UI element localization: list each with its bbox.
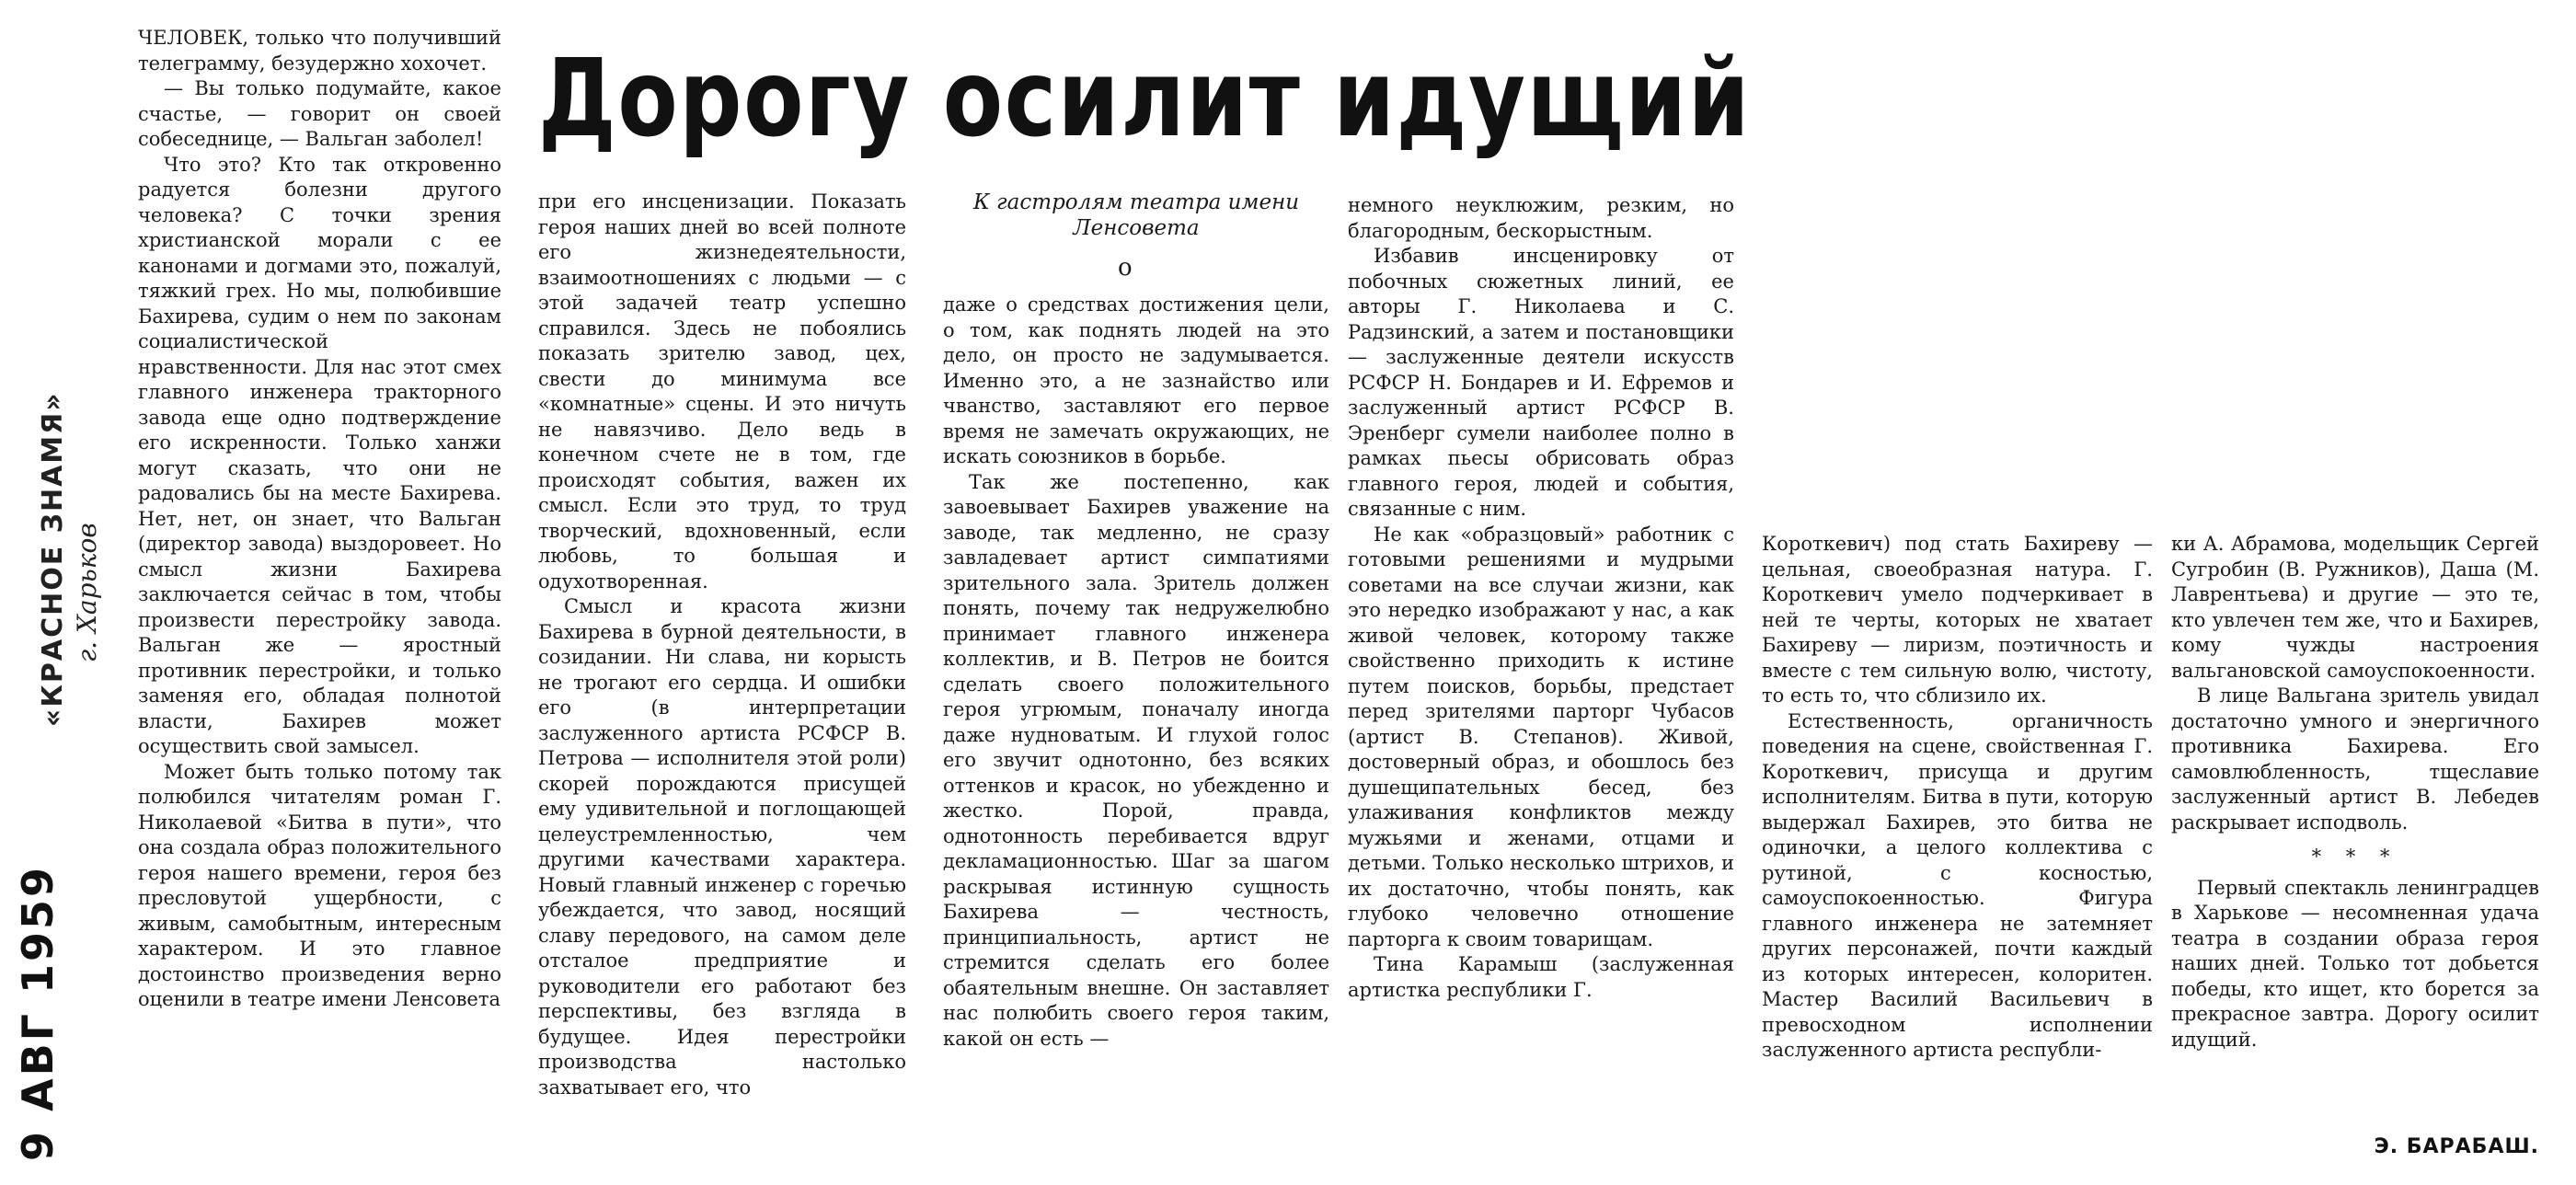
column-4 <box>1348 193 1734 1178</box>
column-1 <box>138 26 501 1178</box>
column-5 <box>1762 532 2153 1178</box>
ornament-circle: о <box>1118 254 1133 282</box>
column-2 <box>538 190 906 1178</box>
paragraph: даже о средствах достижения цели, о том, как поднять людей на это дело, он просто не задумывается. Именно это, а не зазнайство или чванство, заставляют его первое время не замечать окружающих, не искать союзников в борьбе. <box>943 293 1329 467</box>
column-3 <box>943 293 1329 1178</box>
paragraph: при его инсценизации. Показать героя наших дней во всей полноте его жизнедеятельности, взаимоотношениях с людьми — с этой задачей театр успешно справился. Здесь не побоялись показать зрителю завод, цех, свести до минимума все «комнатные» сцены. И это ничуть не навязчиво. Дело ведь в конечном счете не в том, где происходят события, важен их смысл. Если это труд, то труд творческий, вдохновенный, если любовь, то большая и одухотворенная. <box>538 190 906 592</box>
margin-stamps <box>0 0 129 1185</box>
paragraph: Так же постепенно, как завоевывает Бахирев уважение на заводе, так медленно, не сразу завладевает артист симпатиями зрительного зала. Зритель должен понять, почему так недружелюбно принимает главного инженера коллектив, и В. Петров не боится сделать своего положительного героя угрюмым, поначалу иногда даже нудноватым. И глухой голос его звучит однотонно, без всяких оттенков и красок, но убежденно и жестко. Порой, правда, однотонность перебивается вдруг декламационностью. Шаг за шагом раскрывая истинную сущность Бахирева — честность, принципиальность, артист не стремится сделать его более обаятельным внешне. Он заставляет нас полюбить своего героя таким, какой он есть — <box>943 470 1329 1050</box>
paragraph: Первый спектакль ленинградцев в Харькове — несомненная удача театра в создании образа героя наших дней. Только тот добьется победы, кто ищет, кто борется за прекрасное завтра. Дорогу осилит идущий. <box>2171 876 2539 1051</box>
author-signature: Э. БАРАБАШ. <box>2374 1135 2539 1158</box>
paragraph: Может быть только потому так полюбился читателям роман Г. Николаевой «Битва в пути», что она создала образ положительного героя нашего времени, героя без пресловутой ущербности, с живым, самобытным, интересным характером. И это главное достоинство произведения верно оценили в театре имени Ленсовета <box>138 760 501 1010</box>
paragraph: В лице Вальгана зритель увидал достаточно умного и энергичного противника Бахирева. Его самовлюбленность, тщеславие заслуженный артист В. Лебедев раскрывает исподволь. <box>2171 685 2539 834</box>
date-stamp: 9 АВГ 1959 <box>13 864 63 1161</box>
paragraph: Смысл и красота жизни Бахирева в бурной деятельности, в созидании. Ни слава, ни корысть не трогают его сердца. И ошибки его (в интерпретации заслуженного артиста РСФСР В. Петрова — исполнителя этой роли) скорей порождаются присущей ему удивительной и поглощающей целеустремленностью, чем другими качествами характера. Новый главный инженер с горечью убеждается, что завод, носящий славу передового, на самом деле отсталое предприятие и руководители его работают без перспективы, без взгляда в будущее. Идея перестройки производства настолько захватывает его, что <box>538 595 906 1099</box>
rubric: К гастролям театра имени Ленсовета <box>972 190 1300 240</box>
paragraph: Что это? Кто так откровенно радуется болезни другого человека? С точки зрения христианской морали с ее канонами и догмами это, пожалуй, тяжкий грех. Но мы, полюбившие Бахирева, судим о нем по законам социалистической нравственности. Для нас этот смех главного инженера тракторного завода еще одно подтверждение его искренности. Только ханжи могут сказать, что они не радовались бы на месте Бахирева. Нет, нет, он знает, что Вальган (директор завода) выздоровеет. Но смысл жизни Бахирева заключается сейчас в том, чтобы произвести перестройку завода. Вальган же — яростный противник перестройки, и только заменяя его, обладая полнотой власти, Бахирев может осуществить свой замысел. <box>138 153 501 757</box>
paragraph: — Вы только подумайте, какое счастье, — говорит он своей собеседнице, — Вальган заболел! <box>138 77 501 150</box>
newspaper-name-stamp: «КРАСНОЕ ЗНАМЯ» <box>37 391 69 727</box>
paragraph: Тина Карамыш (заслуженная артистка республики Г. <box>1348 953 1734 1001</box>
paragraph: Короткевич) под стать Бахиреву — цельная, своеобразная натура. Г. Короткевич умело подчеркивает в ней те черты, которых не хватает Бахиреву — лиризм, поэтичность и вместе с тем сильную волю, чистоту, то есть то, что сблизило их. <box>1762 533 2153 707</box>
paragraph: Не как «образцовый» работник с готовыми решениями и мудрыми советами на все случаи жизни, как это нередко изображают у нас, а как живой человек, которому также свойственно приходить к истине путем поисков, борьбы, предстает перед зрителями парторг Чубасов (артист В. Степанов). Живой, достоверный образ, и обошлось без душещипательных бесед, без улаживания конфликтов между мужьями и женами, отцами и детьми. Только несколько штрихов, и их достаточно, чтобы понять, как глубоко человечно отношение парторга к своим товарищам. <box>1348 523 1734 950</box>
column-6 <box>2171 532 2539 1178</box>
paragraph: ки А. Абрамова, модельщик Сергей Сугробин (В. Ружников), Даша (М. Лаврентьева) и другие — это те, кто увлечен тем же, что и Бахирев, кому чужды настроения вальгановской самоуспокоенности. <box>2171 533 2539 682</box>
city-stamp: г. Харьков <box>72 523 102 662</box>
headline: Дорогу осилит идущий <box>538 37 1751 161</box>
paragraph: Избавив инсценировку от побочных сюжетных линий, ее авторы Г. Николаева и С. Радзинский, а затем и постановщики — заслуженные деятели искусств РСФСР Н. Бондарев и И. Ефремов и заслуженный артист РСФСР В. Эренберг сумели наиболее полно в рамках пьесы обрисовать образ главного героя, людей и события, связанные с ним. <box>1348 245 1734 520</box>
section-divider-stars: * * * <box>2311 846 2399 868</box>
paragraph: ЧЕЛОВЕК, только что получивший телеграмму, безудержно хохочет. <box>138 27 501 75</box>
paragraph: Естественность, органичность поведения на сцене, свойственная Г. Короткевич, присуща и другим исполнителям. Битва в пути, которую выдержал Бахирев, это битва не одиночки, а целого коллектива с рутиной, с косностью, самоуспокоенностью. Фигура главного инженера не затемняет других персонажей, почти каждый из которых интересен, колоритен. Мастер Василий Васильевич в превосходном исполнении заслуженного артиста республи- <box>1762 709 2153 1061</box>
paragraph: немного неуклюжим, резким, но благородным, бескорыстным. <box>1348 194 1734 242</box>
